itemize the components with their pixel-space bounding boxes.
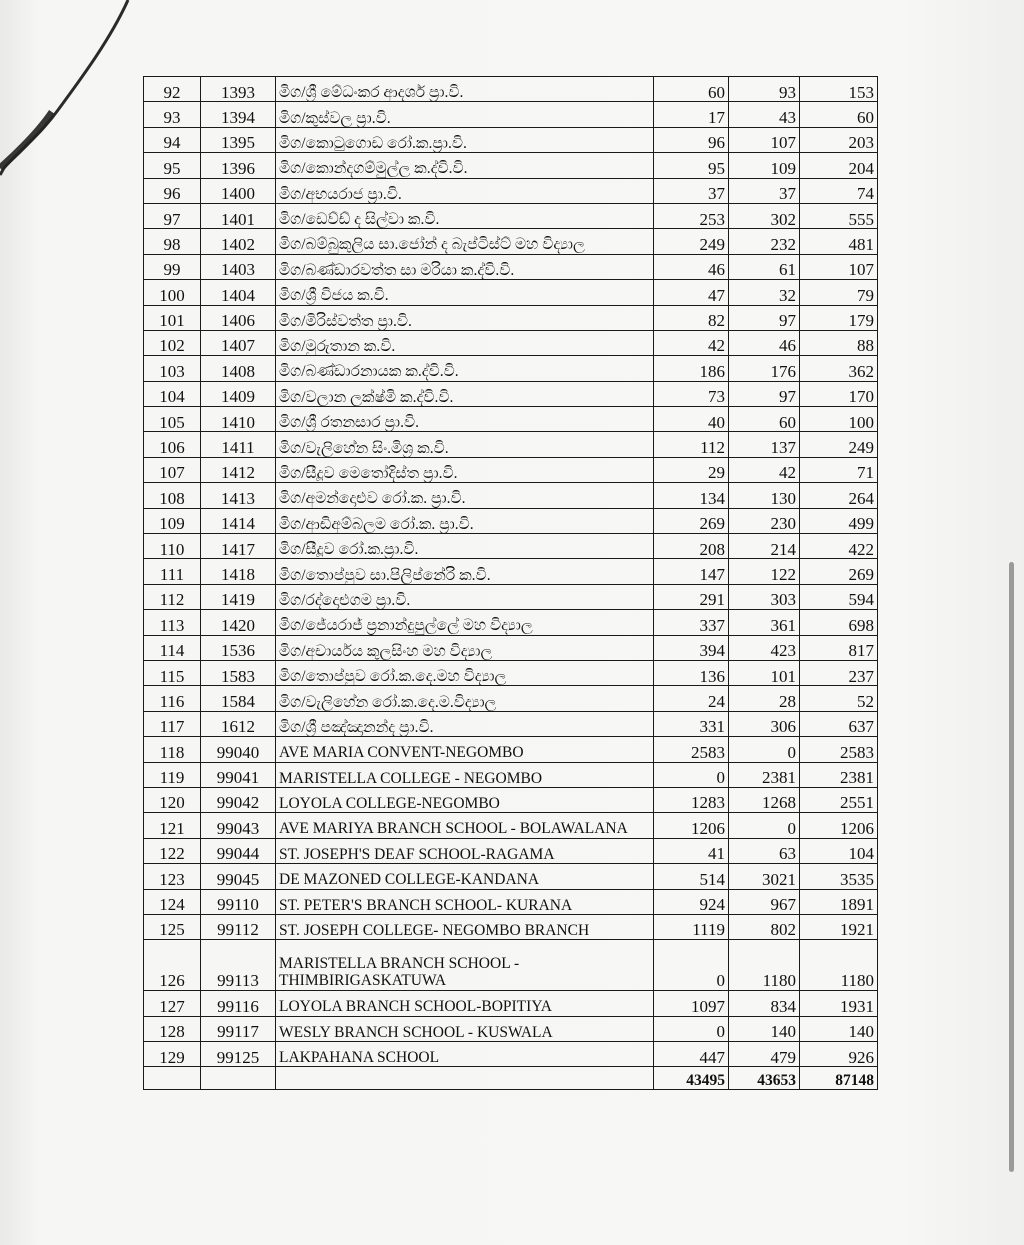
total-count-cell: 179 (800, 305, 878, 330)
table-row (144, 203, 878, 228)
count-col2-cell: 176 (729, 356, 800, 381)
total-count-cell: 204 (800, 153, 878, 178)
school-name-cell: MARISTELLA BRANCH SCHOOL - THIMBIRIGASKATUWA (276, 940, 654, 991)
school-enrollment-table (143, 76, 878, 1090)
table-row (144, 889, 878, 914)
count-col1-cell: 82 (654, 305, 729, 330)
table-row (144, 457, 878, 482)
count-col1-cell: 47 (654, 280, 729, 305)
row-number-cell: 103 (144, 356, 201, 381)
school-code-cell: 99043 (201, 813, 276, 838)
count-col1-cell: 337 (654, 610, 729, 635)
total-count-cell: 264 (800, 483, 878, 508)
row-number-cell: 96 (144, 178, 201, 203)
table-row (144, 102, 878, 127)
count-col1-cell: 331 (654, 711, 729, 736)
row-number-cell: 112 (144, 584, 201, 609)
row-number-cell: 101 (144, 305, 201, 330)
school-name-cell: WESLY BRANCH SCHOOL - KUSWALA (276, 1016, 654, 1041)
school-name-cell: මිග/මිරිස්වත්ත ප්‍රා.වි. (276, 305, 654, 330)
total-count-cell: 1180 (800, 940, 878, 991)
count-col2-cell: 97 (729, 381, 800, 406)
school-name-cell: මිග/අමන්දොළුව රෝ.ක. ප්‍රා.වි. (276, 483, 654, 508)
table-row (144, 356, 878, 381)
school-code-cell: 1413 (201, 483, 276, 508)
school-name-cell: ST. PETER'S BRANCH SCHOOL- KURANA (276, 889, 654, 914)
row-number-cell: 109 (144, 508, 201, 533)
count-col1-cell: 1119 (654, 914, 729, 939)
count-col2-cell: 1180 (729, 940, 800, 991)
school-name-cell: AVE MARIYA BRANCH SCHOOL - BOLAWALANA (276, 813, 654, 838)
school-code-cell: 1407 (201, 330, 276, 355)
school-code-cell: 99117 (201, 1016, 276, 1041)
count-col1-cell: 60 (654, 77, 729, 102)
count-col2-cell: 0 (729, 813, 800, 838)
school-name-cell: මිග/වලාන ලක්ෂ්මි ක.ද්වි.වි. (276, 381, 654, 406)
table-row (144, 508, 878, 533)
school-name-cell: ST. JOSEPH COLLEGE- NEGOMBO BRANCH (276, 914, 654, 939)
count-col1-cell: 253 (654, 203, 729, 228)
row-number-cell: 120 (144, 787, 201, 812)
count-col2-cell: 967 (729, 889, 800, 914)
count-col1-cell: 29 (654, 457, 729, 482)
total-count-cell: 269 (800, 559, 878, 584)
school-code-cell: 1412 (201, 457, 276, 482)
school-code-cell: 1406 (201, 305, 276, 330)
table-row (144, 280, 878, 305)
count-col1-cell: 1206 (654, 813, 729, 838)
count-col1-cell: 269 (654, 508, 729, 533)
row-number-cell: 99 (144, 254, 201, 279)
table-row (144, 864, 878, 889)
school-code-cell: 1612 (201, 711, 276, 736)
total-count-cell: 74 (800, 178, 878, 203)
school-code-cell: 1396 (201, 153, 276, 178)
school-name-cell: මිග/කොටුගොඩ රෝ.ක.ප්‍රා.වි. (276, 127, 654, 152)
school-code-cell: 1400 (201, 178, 276, 203)
school-name-cell: LAKPAHANA SCHOOL (276, 1042, 654, 1067)
school-name-cell: AVE MARIA CONVENT-NEGOMBO (276, 737, 654, 762)
count-col1-cell: 1097 (654, 991, 729, 1016)
table-row (144, 330, 878, 355)
count-col2-cell: 130 (729, 483, 800, 508)
school-code-cell: 99112 (201, 914, 276, 939)
total-count-cell: 1891 (800, 889, 878, 914)
school-name-cell: මිග/බම්බුකුලිය සා.ජෝන් ද බැප්ටිස්ට් මහ විද්‍යාල (276, 229, 654, 254)
row-number-cell: 129 (144, 1042, 201, 1067)
school-code-cell: 1414 (201, 508, 276, 533)
count-col2-cell: 303 (729, 584, 800, 609)
table-row (144, 407, 878, 432)
school-code-cell: 99041 (201, 762, 276, 787)
table-row (144, 813, 878, 838)
table-row (144, 381, 878, 406)
school-name-cell: මිග/බණ්ඩාරනායක ක.ද්වි.වි. (276, 356, 654, 381)
row-number-cell: 95 (144, 153, 201, 178)
count-col2-cell: 137 (729, 432, 800, 457)
count-col1-cell: 96 (654, 127, 729, 152)
total-count-cell: 637 (800, 711, 878, 736)
school-name-cell: LOYOLA BRANCH SCHOOL-BOPITIYA (276, 991, 654, 1016)
count-col2-cell: 214 (729, 534, 800, 559)
row-number-cell: 124 (144, 889, 201, 914)
row-number-cell: 111 (144, 559, 201, 584)
count-col1-cell: 136 (654, 660, 729, 685)
table-row (144, 584, 878, 609)
row-number-cell: 105 (144, 407, 201, 432)
count-col2-cell: 2381 (729, 762, 800, 787)
school-code-cell: 99116 (201, 991, 276, 1016)
total-count-cell: 107 (800, 254, 878, 279)
row-number-cell: 116 (144, 686, 201, 711)
school-name-cell: මිග/රද්දොළුගම ප්‍රා.වි. (276, 584, 654, 609)
school-name-cell: MARISTELLA COLLEGE - NEGOMBO (276, 762, 654, 787)
row-number-cell: 110 (144, 534, 201, 559)
school-code-cell: 1584 (201, 686, 276, 711)
count-col2-cell: 107 (729, 127, 800, 152)
row-number-cell: 100 (144, 280, 201, 305)
count-col1-cell: 0 (654, 1016, 729, 1041)
total-count-cell: 170 (800, 381, 878, 406)
total-count-cell: 104 (800, 838, 878, 863)
total-count-cell: 100 (800, 407, 878, 432)
count-col1-cell: 46 (654, 254, 729, 279)
count-col2-cell: 28 (729, 686, 800, 711)
table-row (144, 762, 878, 787)
total-count-cell: 237 (800, 660, 878, 685)
table-row (144, 77, 878, 102)
school-code-cell: 1419 (201, 584, 276, 609)
table-row (144, 178, 878, 203)
school-name-cell: ST. JOSEPH'S DEAF SCHOOL-RAGAMA (276, 838, 654, 863)
count-col2-cell: 42 (729, 457, 800, 482)
scrollbar[interactable] (1009, 562, 1014, 1172)
row-number-cell: 125 (144, 914, 201, 939)
totals-count-col1-cell: 43495 (654, 1067, 729, 1090)
count-col2-cell: 3021 (729, 864, 800, 889)
school-code-cell: 1536 (201, 635, 276, 660)
table-row (144, 737, 878, 762)
total-count-cell: 1921 (800, 914, 878, 939)
table-row (144, 838, 878, 863)
count-col1-cell: 924 (654, 889, 729, 914)
row-number-cell: 93 (144, 102, 201, 127)
row-number-cell: 106 (144, 432, 201, 457)
count-col1-cell: 2583 (654, 737, 729, 762)
school-name-cell: මිග/සීදූව මෙතෝදිස්ත ප්‍රා.වි. (276, 457, 654, 482)
count-col1-cell: 41 (654, 838, 729, 863)
table-row (144, 127, 878, 152)
row-number-cell: 128 (144, 1016, 201, 1041)
row-number-cell: 115 (144, 660, 201, 685)
school-name-cell: මිග/වැලිහේන රෝ.ක.දෙ.ම.විද්‍යාල (276, 686, 654, 711)
count-col2-cell: 1268 (729, 787, 800, 812)
count-col2-cell: 37 (729, 178, 800, 203)
table-row (144, 660, 878, 685)
school-code-cell: 1583 (201, 660, 276, 685)
school-name-cell: මිග/තොප්පුව රෝ.ක.දෙ.මහ විද්‍යාල (276, 660, 654, 685)
row-number-cell: 104 (144, 381, 201, 406)
row-number-cell: 123 (144, 864, 201, 889)
totals-school-name-cell (276, 1067, 654, 1090)
count-col2-cell: 302 (729, 203, 800, 228)
count-col1-cell: 447 (654, 1042, 729, 1067)
school-name-cell: මිග/ආඩිඅම්බලම රෝ.ක. ප්‍රා.වි. (276, 508, 654, 533)
school-code-cell: 1403 (201, 254, 276, 279)
row-number-cell: 117 (144, 711, 201, 736)
total-count-cell: 60 (800, 102, 878, 127)
total-count-cell: 1206 (800, 813, 878, 838)
totals-row-number-cell (144, 1067, 201, 1090)
school-name-cell: LOYOLA COLLEGE-NEGOMBO (276, 787, 654, 812)
total-count-cell: 3535 (800, 864, 878, 889)
school-name-cell: මිග/ජේයරාජ් ප්‍රනාන්දුපුල්ලේ මහ විද්‍යාල (276, 610, 654, 635)
count-col2-cell: 101 (729, 660, 800, 685)
school-code-cell: 1408 (201, 356, 276, 381)
school-code-cell: 99110 (201, 889, 276, 914)
total-count-cell: 817 (800, 635, 878, 660)
count-col2-cell: 109 (729, 153, 800, 178)
row-number-cell: 118 (144, 737, 201, 762)
school-code-cell: 1402 (201, 229, 276, 254)
school-name-cell: මිග/කුස්වල ප්‍රා.වි. (276, 102, 654, 127)
totals-count-col2-cell: 43653 (729, 1067, 800, 1090)
school-name-cell: මිග/බණ්ඩාරවත්ත සා මරියා ක.ද්වි.වි. (276, 254, 654, 279)
count-col2-cell: 834 (729, 991, 800, 1016)
totals-row (144, 1067, 878, 1090)
row-number-cell: 107 (144, 457, 201, 482)
totals-school-code-cell (201, 1067, 276, 1090)
count-col1-cell: 42 (654, 330, 729, 355)
count-col1-cell: 208 (654, 534, 729, 559)
total-count-cell: 555 (800, 203, 878, 228)
table-row (144, 686, 878, 711)
school-code-cell: 1395 (201, 127, 276, 152)
school-name-cell: මිග/තොප්පුව සා.පිලිප්නේරි ක.වි. (276, 559, 654, 584)
count-col1-cell: 37 (654, 178, 729, 203)
count-col2-cell: 802 (729, 914, 800, 939)
count-col1-cell: 134 (654, 483, 729, 508)
total-count-cell: 203 (800, 127, 878, 152)
total-count-cell: 140 (800, 1016, 878, 1041)
total-count-cell: 79 (800, 280, 878, 305)
count-col2-cell: 43 (729, 102, 800, 127)
row-number-cell: 126 (144, 940, 201, 991)
table-row (144, 610, 878, 635)
total-count-cell: 2381 (800, 762, 878, 787)
count-col1-cell: 291 (654, 584, 729, 609)
count-col2-cell: 0 (729, 737, 800, 762)
row-number-cell: 108 (144, 483, 201, 508)
row-number-cell: 102 (144, 330, 201, 355)
table-row (144, 914, 878, 939)
school-code-cell: 1401 (201, 203, 276, 228)
school-code-cell: 1393 (201, 77, 276, 102)
total-count-cell: 362 (800, 356, 878, 381)
count-col2-cell: 32 (729, 280, 800, 305)
school-code-cell: 1418 (201, 559, 276, 584)
count-col1-cell: 24 (654, 686, 729, 711)
school-name-cell: මිග/මුරුතාන ක.වි. (276, 330, 654, 355)
row-number-cell: 127 (144, 991, 201, 1016)
total-count-cell: 1931 (800, 991, 878, 1016)
total-count-cell: 499 (800, 508, 878, 533)
count-col1-cell: 95 (654, 153, 729, 178)
total-count-cell: 481 (800, 229, 878, 254)
table-row (144, 229, 878, 254)
school-name-cell: මිග/ශ්‍රී මේධංකර ආදර්ශ ප්‍රා.වි. (276, 77, 654, 102)
count-col2-cell: 479 (729, 1042, 800, 1067)
row-number-cell: 94 (144, 127, 201, 152)
table-row (144, 1016, 878, 1041)
school-code-cell: 99044 (201, 838, 276, 863)
table-row (144, 534, 878, 559)
count-col2-cell: 97 (729, 305, 800, 330)
school-name-cell: මිග/ඩෙව්ඩ් ද සිල්වා ක.වි. (276, 203, 654, 228)
total-count-cell: 2583 (800, 737, 878, 762)
total-count-cell: 2551 (800, 787, 878, 812)
count-col1-cell: 1283 (654, 787, 729, 812)
count-col1-cell: 73 (654, 381, 729, 406)
count-col2-cell: 93 (729, 77, 800, 102)
total-count-cell: 71 (800, 457, 878, 482)
total-count-cell: 249 (800, 432, 878, 457)
row-number-cell: 92 (144, 77, 201, 102)
total-count-cell: 422 (800, 534, 878, 559)
count-col1-cell: 112 (654, 432, 729, 457)
school-code-cell: 1411 (201, 432, 276, 457)
school-code-cell: 1410 (201, 407, 276, 432)
table-row (144, 483, 878, 508)
school-name-cell: මිග/අභයරාජ ප්‍රා.වි. (276, 178, 654, 203)
table-row (144, 711, 878, 736)
school-code-cell: 1409 (201, 381, 276, 406)
school-code-cell: 1417 (201, 534, 276, 559)
count-col2-cell: 122 (729, 559, 800, 584)
school-code-cell: 1404 (201, 280, 276, 305)
table-row (144, 940, 878, 991)
count-col1-cell: 17 (654, 102, 729, 127)
count-col1-cell: 40 (654, 407, 729, 432)
total-count-cell: 594 (800, 584, 878, 609)
school-name-cell: DE MAZONED COLLEGE-KANDANA (276, 864, 654, 889)
row-number-cell: 121 (144, 813, 201, 838)
count-col2-cell: 230 (729, 508, 800, 533)
school-name-cell: මිග/වැලිහේන සිං.මිශ්‍ර ක.වි. (276, 432, 654, 457)
table-row (144, 635, 878, 660)
count-col1-cell: 249 (654, 229, 729, 254)
count-col2-cell: 361 (729, 610, 800, 635)
school-name-cell: මිග/ශ්‍රී විජය ක.වි. (276, 280, 654, 305)
row-number-cell: 113 (144, 610, 201, 635)
school-name-cell: මිග/කොන්දගම්මුල්ල ක.ද්වි.වි. (276, 153, 654, 178)
count-col1-cell: 0 (654, 940, 729, 991)
total-count-cell: 926 (800, 1042, 878, 1067)
row-number-cell: 97 (144, 203, 201, 228)
school-code-cell: 99045 (201, 864, 276, 889)
row-number-cell: 98 (144, 229, 201, 254)
school-code-cell: 99113 (201, 940, 276, 991)
table-row (144, 254, 878, 279)
table-row (144, 787, 878, 812)
school-code-cell: 99040 (201, 737, 276, 762)
count-col2-cell: 63 (729, 838, 800, 863)
table-row (144, 991, 878, 1016)
table-row (144, 153, 878, 178)
school-name-cell: මිග/ශ්‍රී පඤ්ඤානන්ද ප්‍රා.වි. (276, 711, 654, 736)
table-row (144, 559, 878, 584)
total-count-cell: 88 (800, 330, 878, 355)
total-count-cell: 698 (800, 610, 878, 635)
school-code-cell: 99042 (201, 787, 276, 812)
total-count-cell: 52 (800, 686, 878, 711)
count-col2-cell: 140 (729, 1016, 800, 1041)
row-number-cell: 114 (144, 635, 201, 660)
count-col2-cell: 232 (729, 229, 800, 254)
count-col1-cell: 186 (654, 356, 729, 381)
table-row (144, 1042, 878, 1067)
count-col1-cell: 0 (654, 762, 729, 787)
school-name-cell: මිග/අචාර්යය කුලසිංහ මහ විද්‍යාල (276, 635, 654, 660)
count-col1-cell: 147 (654, 559, 729, 584)
school-code-cell: 1394 (201, 102, 276, 127)
row-number-cell: 119 (144, 762, 201, 787)
count-col1-cell: 394 (654, 635, 729, 660)
pen-mark (0, 0, 160, 240)
count-col2-cell: 61 (729, 254, 800, 279)
count-col2-cell: 60 (729, 407, 800, 432)
count-col2-cell: 423 (729, 635, 800, 660)
school-name-cell: මිග/සීදූව රෝ.ක.ප්‍රා.වි. (276, 534, 654, 559)
total-count-cell: 153 (800, 77, 878, 102)
count-col1-cell: 514 (654, 864, 729, 889)
count-col2-cell: 46 (729, 330, 800, 355)
count-col2-cell: 306 (729, 711, 800, 736)
school-code-cell: 99125 (201, 1042, 276, 1067)
row-number-cell: 122 (144, 838, 201, 863)
school-name-cell: මිග/ශ්‍රී රතනසාර ප්‍රා.වි. (276, 407, 654, 432)
table-row (144, 305, 878, 330)
totals-total-count-cell: 87148 (800, 1067, 878, 1090)
school-code-cell: 1420 (201, 610, 276, 635)
table-row (144, 432, 878, 457)
